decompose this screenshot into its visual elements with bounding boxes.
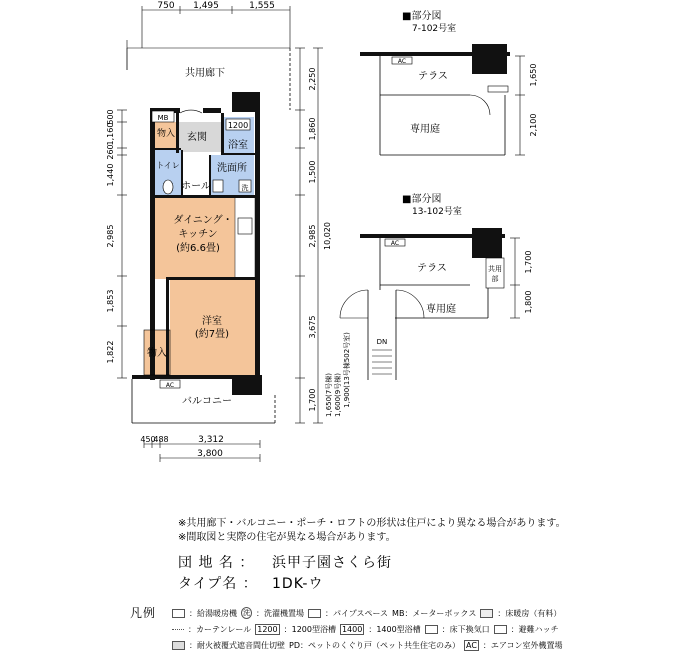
dim-total: 10,020 bbox=[323, 222, 332, 250]
fire-wall-icon bbox=[172, 641, 185, 650]
washer-legend-icon: 洗 bbox=[243, 609, 250, 617]
complex-name: 浜甲子園さくら街 bbox=[272, 555, 392, 571]
dim-left-5: 2,985 bbox=[106, 224, 115, 248]
legend-water-heater: ：給湯暖房機 bbox=[189, 608, 237, 618]
legend-bath1400: ：1400型浴槽 bbox=[368, 625, 421, 634]
legend-hatch: ：避難ハッチ bbox=[510, 625, 559, 634]
partial1-dim-2: 2,100 bbox=[529, 113, 538, 137]
partial2-sub: 13-102号室 bbox=[412, 207, 462, 217]
dim-bottom-1: 450 bbox=[140, 435, 156, 444]
toilet-fixture bbox=[163, 180, 173, 194]
bath1400-icon: 1400 bbox=[341, 625, 363, 634]
partial2-dn: DN bbox=[376, 338, 388, 346]
legend-row-2 bbox=[172, 624, 559, 635]
left-dimensions bbox=[117, 110, 127, 378]
hatch-icon bbox=[494, 625, 507, 634]
note-1: ※共用廊下・バルコニー・ポーチ・ロフトの形状は住戸により異なる場合があります。 bbox=[178, 518, 566, 529]
dk-size-label: (約6.6畳) bbox=[176, 243, 220, 254]
water-heater-icon bbox=[172, 609, 185, 618]
partial1-plan bbox=[360, 44, 525, 155]
bath1200-icon: 1200 bbox=[257, 625, 278, 634]
dim-left-3: 260 bbox=[106, 144, 115, 160]
washer-icon: 洗 bbox=[241, 184, 249, 192]
bath-label: 浴室 bbox=[228, 140, 248, 151]
legend-bath1200: ：1200型浴槽 bbox=[283, 625, 336, 634]
western-area bbox=[170, 279, 255, 375]
storage-2-label: 物入 bbox=[147, 348, 167, 359]
complex-label: 団 地 名 ： bbox=[178, 555, 255, 571]
partial2-terrace: テラス bbox=[417, 263, 447, 274]
legend-title: 凡例 bbox=[130, 606, 157, 620]
top-dimensions bbox=[127, 6, 290, 48]
vnote-1: 1,650(7号棟) bbox=[325, 373, 333, 417]
stove-fixture bbox=[238, 218, 252, 234]
note-2: ※間取図と実際の住宅が異なる場合があります。 bbox=[178, 532, 396, 543]
legend-fire-wall: ：耐火被覆式遮音間仕切壁 bbox=[189, 641, 285, 650]
dim-top-2: 1,495 bbox=[193, 1, 219, 11]
dim-left-1: 500 bbox=[106, 109, 115, 125]
storage-1-label: 物入 bbox=[156, 129, 176, 139]
partial1-garden: 専用庭 bbox=[410, 124, 440, 135]
mb-label: MB bbox=[157, 114, 169, 122]
vent-icon bbox=[425, 625, 438, 634]
partial2-shared-1: 共用 bbox=[488, 265, 502, 273]
corridor-label: 共用廊下 bbox=[185, 68, 225, 79]
legend-vent: ：床下換気口 bbox=[441, 625, 490, 634]
hall-label: ホール bbox=[181, 181, 211, 192]
balcony-label: バルコニー bbox=[182, 396, 232, 407]
dim-left-7: 1,822 bbox=[106, 340, 115, 364]
vnote-3: 1,900(13号棟502号室) bbox=[343, 332, 351, 408]
partial1-title: ■部分図 bbox=[402, 11, 442, 22]
sink-fixture bbox=[213, 180, 223, 192]
western-label: 洋室 bbox=[202, 316, 222, 327]
legend-pet-door: PD：ペットのくぐり戸（ペット共生住宅のみ） bbox=[289, 641, 460, 650]
dim-mid-3: 1,500 bbox=[308, 160, 317, 184]
dim-bottom-3: 3,312 bbox=[198, 435, 224, 445]
legend-meter-box: MB：メーターボックス bbox=[392, 608, 477, 618]
entrance-label: 玄関 bbox=[187, 132, 207, 143]
legend-row-1 bbox=[172, 607, 561, 619]
type-label: タイプ名 ： bbox=[178, 576, 258, 592]
partial1-sub: 7-102号室 bbox=[412, 24, 457, 34]
partial1-terrace: テラス bbox=[418, 71, 448, 82]
legend-washer: ：洗濯機置場 bbox=[256, 608, 304, 618]
dim-left-2: 1,160 bbox=[106, 122, 115, 146]
entrance-door-swing bbox=[180, 110, 202, 113]
dk-label-2: キッチン bbox=[178, 229, 218, 240]
partial1-dim-1: 1,650 bbox=[529, 63, 538, 87]
partial2-ac: AC bbox=[390, 240, 400, 247]
legend-floor-heating: ：床暖房（有料） bbox=[497, 608, 562, 618]
dim-left-6: 1,853 bbox=[106, 289, 115, 313]
partial2-shared-2: 部 bbox=[491, 275, 499, 283]
partial2-title: ■部分図 bbox=[402, 194, 442, 205]
dim-top-3: 1,555 bbox=[249, 1, 275, 11]
type-value: 1DK-ウ bbox=[272, 576, 324, 592]
curtain-rail-icon bbox=[172, 629, 184, 630]
legend-curtain-rail: ：カーテンレール bbox=[188, 625, 252, 634]
dim-mid-5: 3,675 bbox=[308, 315, 317, 339]
partial2-dim-1: 1,700 bbox=[524, 250, 533, 274]
dim-left-4: 1,440 bbox=[106, 163, 115, 187]
washroom-label: 洗面所 bbox=[217, 163, 247, 174]
toilet-label: トイレ bbox=[156, 161, 180, 170]
dim-mid-2: 1,860 bbox=[308, 117, 317, 141]
partial2-garden: 専用庭 bbox=[426, 304, 456, 315]
floor-heating-icon bbox=[480, 609, 493, 618]
dim-mid-1: 2,250 bbox=[308, 67, 317, 91]
dim-bottom-4: 3,800 bbox=[197, 449, 223, 459]
dim-mid-4: 2,985 bbox=[308, 224, 317, 248]
ac-label: AC bbox=[165, 382, 175, 389]
dim-bottom-2: 488 bbox=[153, 435, 169, 444]
bath-size-label: 1200 bbox=[227, 121, 249, 130]
vnote-2: 1,600(9号棟) bbox=[334, 373, 342, 417]
kitchen-counter bbox=[235, 197, 255, 279]
dim-top-1: 750 bbox=[157, 1, 175, 11]
partial1-ac: AC bbox=[397, 58, 407, 65]
western-size-label: (約7畳) bbox=[194, 329, 230, 340]
partial2-dim-2: 1,800 bbox=[524, 290, 533, 314]
pipe-space-icon bbox=[308, 609, 321, 618]
dk-label-1: ダイニング・ bbox=[173, 215, 233, 226]
dim-mid-6: 1,700 bbox=[308, 388, 317, 412]
ac-legend-icon: AC bbox=[465, 641, 477, 650]
legend-pipe-space: ：パイプスペース bbox=[325, 608, 389, 618]
legend-row-3 bbox=[172, 640, 563, 651]
legend-ac: ：エアコン室外機置場 bbox=[482, 641, 563, 650]
